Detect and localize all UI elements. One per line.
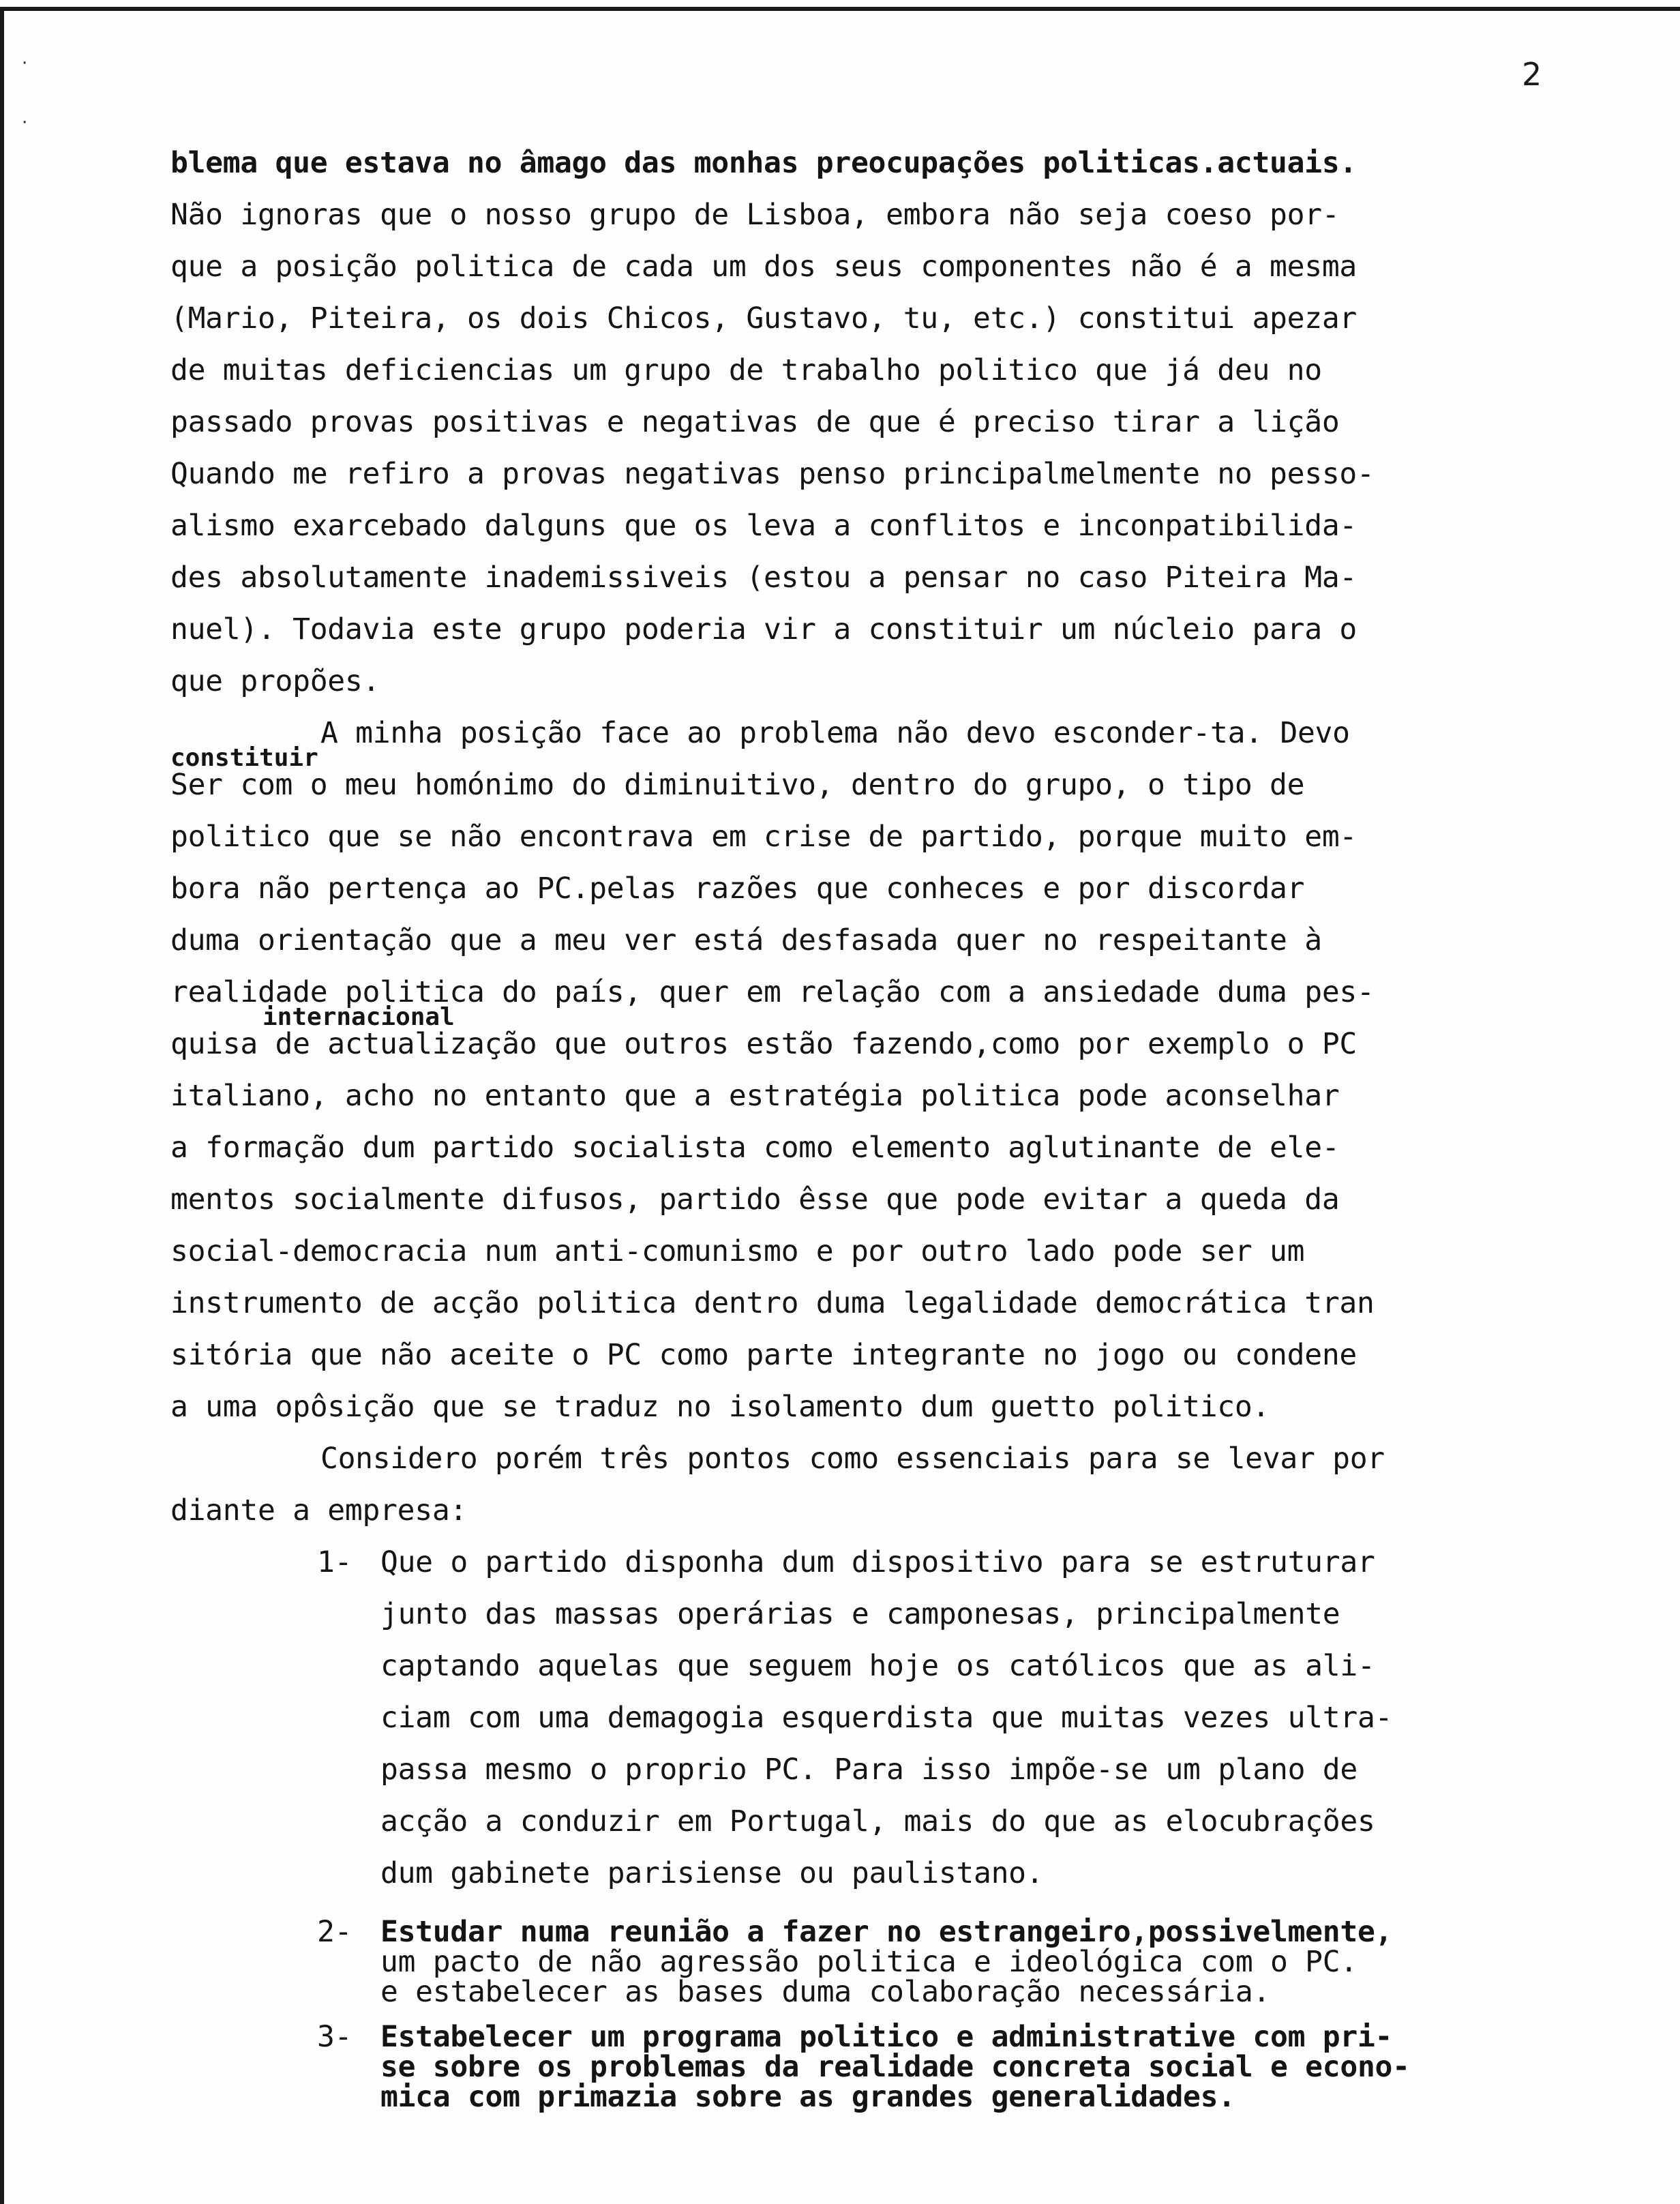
- text-line: a uma opôsição que se traduz no isolamento dum guetto politico.: [170, 1390, 1270, 1424]
- text-line: mentos socialmente difusos, partido êsse que pode evitar a queda da: [170, 1182, 1340, 1217]
- text-line: instrumento de acção politica dentro duma legalidade democrática tran: [170, 1286, 1375, 1320]
- list-number: 3-: [317, 2020, 352, 2054]
- text-line: de muitas deficiencias um grupo de trabalho politico que já deu no: [170, 353, 1322, 387]
- list-item-line: e estabelecer as bases duma colaboração necessária.: [380, 1975, 1270, 2009]
- text-line: diante a empresa:: [170, 1493, 467, 1528]
- text-line: blema que estava no âmago das monhas preocupações politicas.actuais.: [170, 146, 1357, 180]
- text-line: que a posição politica de cada um dos seus componentes não é a mesma: [170, 250, 1357, 284]
- list-item-line: junto das massas operárias e camponesas, principalmente: [380, 1597, 1340, 1631]
- text-line: passado provas positivas e negativas de que é preciso tirar a lição: [170, 405, 1340, 439]
- text-line: sitória que não aceite o PC como parte integrante no jogo ou condene: [170, 1338, 1357, 1372]
- scan-left-border: [0, 7, 4, 2204]
- list-item-line: dum gabinete parisiense ou paulistano.: [380, 1856, 1044, 1890]
- scan-top-border: [0, 7, 1680, 11]
- list-number: 2-: [317, 1915, 352, 1949]
- list-item-line: ciam com uma demagogia esquerdista que muitas vezes ultra-: [380, 1701, 1393, 1735]
- text-line: quisa de actualização que outros estão fazendo,como por exemplo o PC: [170, 1027, 1357, 1061]
- list-number: 1-: [317, 1545, 352, 1579]
- text-line: Considero porém três pontos como essenciais para se levar por: [320, 1442, 1385, 1476]
- text-line: realidade politica do país, quer em relação com a ansiedade duma pes-: [170, 975, 1375, 1009]
- page-number: 2: [1522, 56, 1542, 93]
- text-line: politico que se não encontrava em crise de partido, porque muito em-: [170, 820, 1357, 854]
- list-item-line: acção a conduzir em Portugal, mais do que as elocubrações: [380, 1804, 1375, 1838]
- list-item-line: Estabelecer um programa politico e administrative com pri-: [380, 2020, 1393, 2054]
- overstrike-constituir: constituir: [170, 744, 318, 772]
- text-line: bora não pertença ao PC.pelas razões que conheces e por discordar: [170, 872, 1305, 906]
- text-line: duma orientação que a meu ver está desfasada quer no respeitante à: [170, 923, 1322, 957]
- text-line: que propões.: [170, 664, 380, 698]
- list-item-line: captando aquelas que seguem hoje os católicos que as ali-: [380, 1649, 1375, 1683]
- text-line: (Mario, Piteira, os dois Chicos, Gustavo, tu, etc.) constitui apezar: [170, 301, 1357, 336]
- text-line: Quando me refiro a provas negativas penso principalmelmente no pesso-: [170, 457, 1375, 491]
- list-item-line: Estudar numa reunião a fazer no estrangeiro,possivelmente,: [380, 1915, 1393, 1949]
- text-line: Não ignoras que o nosso grupo de Lisboa, embora não seja coeso por-: [170, 198, 1340, 232]
- text-line: nuel). Todavia este grupo poderia vir a constituir um núcleio para o: [170, 612, 1357, 646]
- text-line: des absolutamente inademissiveis (estou a pensar no caso Piteira Ma-: [170, 561, 1357, 595]
- text-line: A minha posição face ao problema não devo esconder-ta. Devo: [320, 716, 1350, 750]
- scan-margin-speck: ·: [22, 113, 28, 133]
- text-line: Ser com o meu homónimo do diminuitivo, dentro do grupo, o tipo de: [170, 768, 1305, 802]
- text-line: italiano, acho no entanto que a estratégia politica pode aconselhar: [170, 1079, 1340, 1113]
- list-item-line: se sobre os problemas da realidade concreta social e econo-: [380, 2050, 1410, 2084]
- text-line: alismo exarcebado dalguns que os leva a conflitos e inconpatibilida-: [170, 509, 1357, 543]
- list-item-line: passa mesmo o proprio PC. Para isso impõe-se um plano de: [380, 1753, 1358, 1787]
- text-line: a formação dum partido socialista como elemento aglutinante de ele-: [170, 1131, 1340, 1165]
- scan-margin-speck: ·: [22, 53, 28, 74]
- list-item-line: um pacto de não agressão politica e ideológica com o PC.: [380, 1945, 1358, 1979]
- text-line: social-democracia num anti-comunismo e por outro lado pode ser um: [170, 1234, 1305, 1268]
- list-item-line: mica com primazia sobre as grandes generalidades.: [380, 2080, 1235, 2114]
- overstrike-internacional: internacional: [262, 1003, 455, 1031]
- list-item-line: Que o partido disponha dum dispositivo para se estruturar: [380, 1545, 1375, 1579]
